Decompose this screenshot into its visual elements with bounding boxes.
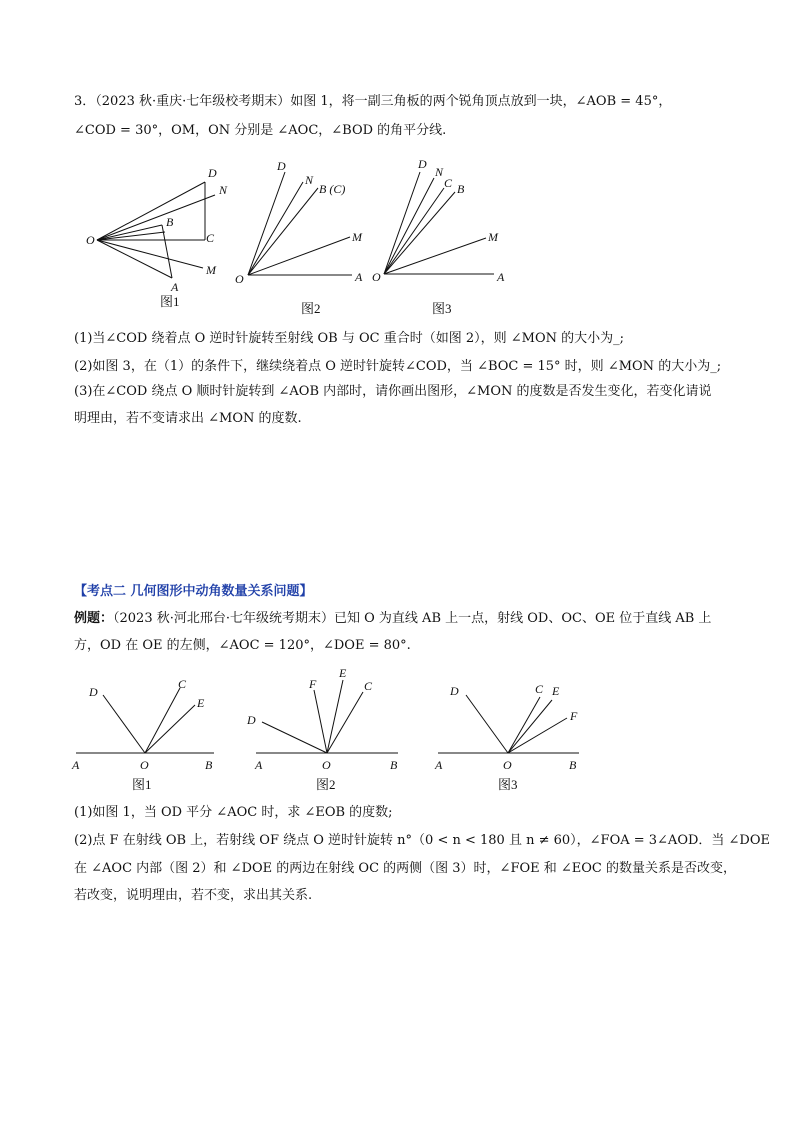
label-N: N	[305, 173, 314, 187]
caption-figure-2: 图2	[301, 301, 321, 316]
ray-OE	[508, 700, 552, 753]
example-label: 例题：	[74, 611, 114, 626]
problem3-question-3a: (3)在∠COD 绕点 O 顺时针旋转到 ∠AOB 内部时，请你画出图形，∠MON 的度数是否发生变化，若变化请说	[74, 384, 712, 399]
example-question-2b: 在 ∠AOC 内部（图 2）和 ∠DOE 的两边在射线 OC 的两侧（图 3）时，∠FOE 和 ∠EOC 的数量关系是否改变，	[74, 861, 736, 876]
example-question-1: (1)如图 1，当 OD 平分 ∠AOC 时，求 ∠EOB 的度数;	[74, 805, 393, 820]
label-A: A	[255, 758, 263, 772]
ray-OD	[103, 695, 145, 753]
problem3-line2: ∠COD = 30°，OM，ON 分别是 ∠AOC，∠BOD 的角平分线.	[74, 123, 447, 138]
label-N: N	[435, 165, 444, 179]
label-C: C	[444, 176, 453, 190]
ray-OC	[508, 697, 540, 753]
caption-figure-3: 图3	[432, 301, 452, 316]
label-E: E	[197, 696, 205, 710]
caption-figure-1: 图1	[132, 777, 152, 792]
s2-figure-2	[246, 666, 398, 792]
label-C: C	[364, 679, 373, 693]
label-A: A	[497, 270, 505, 284]
label-D: D	[247, 713, 256, 727]
label-O: O	[86, 233, 95, 247]
label-A: A	[435, 758, 443, 772]
label-D: D	[418, 157, 427, 171]
label-F: F	[309, 677, 317, 691]
label-D: D	[89, 685, 98, 699]
label-O: O	[235, 272, 244, 286]
label-E: E	[339, 666, 347, 680]
label-D: D	[208, 166, 217, 180]
example-text: （2023 秋·河北邢台·七年级统考期末）已知 O 为直线 AB 上一点，射线 OD、OC、OE 位于直线 AB 上	[113, 611, 712, 626]
label-B: B	[205, 758, 213, 772]
ray-OF	[508, 718, 567, 753]
label-B-C: B (C)	[319, 182, 346, 196]
ray-OC	[327, 692, 363, 753]
label-D: D	[277, 159, 286, 173]
label-B: B	[569, 758, 577, 772]
label-B: B	[457, 182, 465, 196]
label-E: E	[552, 684, 560, 698]
label-C: C	[206, 231, 215, 245]
caption-figure-2: 图2	[316, 777, 336, 792]
label-F: F	[570, 709, 578, 723]
ray-OE	[145, 705, 195, 753]
problem3-line1: 3．（2023 秋·重庆·七年级校考期末）如图 1，将一副三角板的两个锐角顶点放到一块，∠AOB = 45°，	[74, 94, 672, 109]
label-O: O	[140, 758, 149, 772]
label-M: M	[352, 230, 362, 244]
label-O: O	[322, 758, 331, 772]
label-A: A	[72, 758, 80, 772]
section-heading: 【考点二 几何图形中动角数量关系问题】	[74, 584, 313, 599]
ray-OD	[262, 722, 327, 753]
label-A: A	[355, 270, 363, 284]
problem3-question-1: (1)当∠COD 绕着点 O 逆时针旋转至射线 OB 与 OC 重合时（如图 2），则 ∠MON 的大小为_;	[74, 331, 625, 346]
ray-OF	[314, 690, 327, 753]
label-A: A	[171, 280, 179, 294]
label-C: C	[178, 677, 187, 691]
caption-figure-1: 图1	[160, 294, 180, 309]
label-B: B	[166, 215, 174, 229]
label-N: N	[219, 183, 228, 197]
example-line2: 方，OD 在 OE 的左侧，∠AOC = 120°，∠DOE = 80°.	[74, 638, 411, 653]
label-O: O	[372, 270, 381, 284]
label-B: B	[390, 758, 398, 772]
label-C: C	[535, 682, 544, 696]
label-M: M	[206, 263, 216, 277]
ray-OC	[145, 688, 180, 753]
s2-figure-3	[434, 682, 579, 792]
label-D: D	[450, 684, 459, 698]
ray-OE	[327, 680, 343, 753]
example-question-2a: (2)点 F 在射线 OB 上，若射线 OF 绕点 O 逆时针旋转 n°（0 < n < 180 且 n ≠ 60），∠FOA = 3∠AOD．当 ∠DOE	[74, 833, 770, 848]
label-M: M	[488, 230, 498, 244]
ray-OD	[466, 695, 508, 753]
problem3-question-3b: 明理由，若不变请求出 ∠MON 的度数.	[74, 411, 302, 426]
label-O: O	[503, 758, 512, 772]
caption-figure-3: 图3	[498, 777, 518, 792]
problem3-question-2: (2)如图 3，在（1）的条件下，继续绕着点 O 逆时针旋转∠COD，当 ∠BOC = 15° 时，则 ∠MON 的大小为_;	[74, 359, 722, 374]
s2-figure-1	[71, 677, 214, 792]
example-question-2c: 若改变，说明理由，若不变，求出其关系.	[74, 888, 313, 903]
